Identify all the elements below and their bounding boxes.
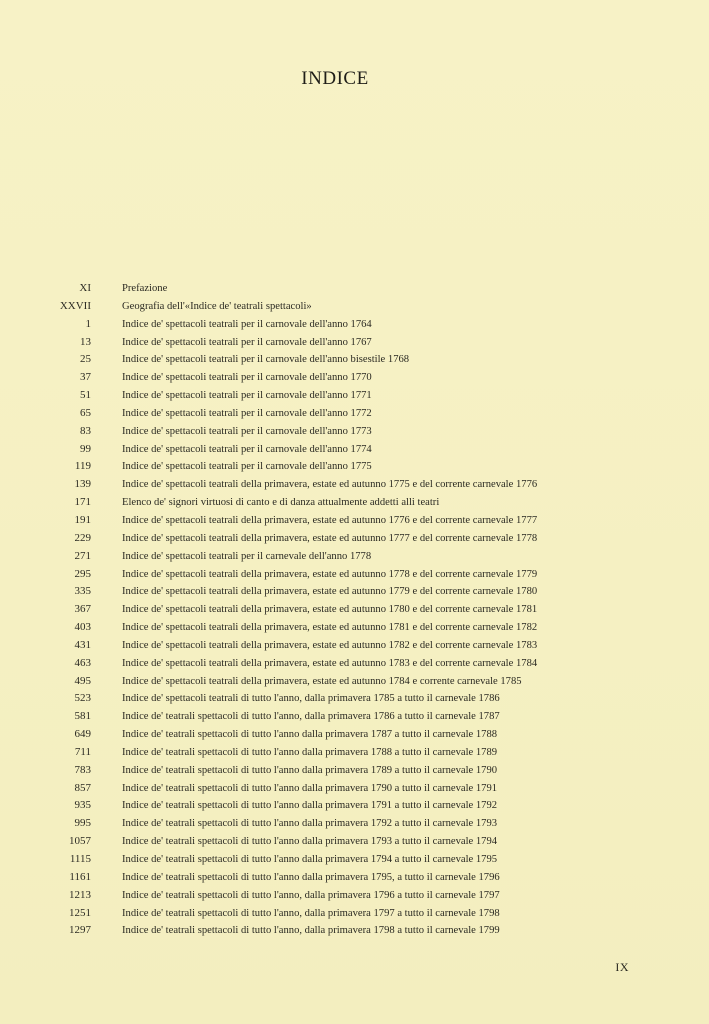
- toc-entry: [0, 887, 709, 905]
- toc-entry-page: 649: [74, 728, 91, 741]
- toc-entry-page: 271: [74, 549, 91, 562]
- table-of-contents: [0, 280, 709, 940]
- toc-entry-page: 83: [80, 424, 91, 437]
- toc-entry-page: 431: [74, 638, 91, 651]
- toc-entry-title: Indice de' teatrali spettacoli di tutto l'anno dalla primavera 1787 a tutto il carnevale 1788: [122, 729, 498, 741]
- toc-entry-page: 99: [80, 442, 91, 455]
- toc-entry: [0, 797, 709, 815]
- toc-entry-title: Indice de' teatrali spettacoli di tutto l'anno dalla primavera 1792 a tutto il carnevale 1793: [122, 818, 498, 830]
- toc-entry: [0, 655, 709, 673]
- toc-entry: [0, 922, 709, 940]
- toc-entry-title: Indice de' spettacoli teatrali per il carnovale dell'anno 1771: [122, 390, 372, 402]
- toc-entry-page: XI: [79, 282, 91, 294]
- toc-entry: [0, 619, 709, 637]
- toc-entry-page: 13: [80, 335, 91, 348]
- toc-entry: [0, 601, 709, 619]
- toc-entry-page: 367: [74, 603, 91, 616]
- toc-entry: [0, 530, 709, 548]
- toc-entry-title: Indice de' spettacoli teatrali per il carnovale dell'anno bisestile 1768: [122, 354, 410, 366]
- toc-entry: [0, 280, 709, 298]
- toc-entry-page: 1251: [69, 906, 91, 919]
- toc-entry: [0, 690, 709, 708]
- toc-entry-title: Indice de' teatrali spettacoli di tutto l'anno dalla primavera 1793 a tutto il carnevale 1794: [122, 836, 498, 848]
- toc-entry-page: 581: [74, 710, 91, 723]
- toc-entry-title: Indice de' spettacoli teatrali della primavera, estate ed autunno 1784 e corrente carnevale 1785: [122, 675, 522, 687]
- toc-entry: [0, 387, 709, 405]
- toc-entry: [0, 476, 709, 494]
- toc-entry-title: Indice de' teatrali spettacoli di tutto l'anno, dalla primavera 1796 a tutto il carnevale 1797: [122, 889, 500, 901]
- toc-entry-title: Indice de' teatrali spettacoli di tutto l'anno dalla primavera 1791 a tutto il carnevale 1792: [122, 800, 498, 812]
- toc-entry: [0, 780, 709, 798]
- toc-entry-title: Indice de' spettacoli teatrali della primavera, estate ed autunno 1775 e del corrente carnevale 1776: [122, 479, 538, 491]
- toc-entry-page: 1297: [69, 924, 91, 937]
- toc-entry-title: Geografia dell'«Indice de' teatrali spettacoli»: [122, 300, 312, 312]
- toc-entry-title: Indice de' spettacoli teatrali per il carnevale dell'anno 1778: [122, 550, 372, 562]
- toc-entry-page: 711: [74, 745, 91, 758]
- toc-entry-title: Indice de' spettacoli teatrali della primavera, estate ed autunno 1776 e del corrente carnevale 1777: [122, 514, 538, 526]
- toc-entry-page: 171: [74, 496, 91, 509]
- toc-entry-page: 1115: [69, 853, 91, 865]
- toc-entry: [0, 851, 709, 869]
- toc-entry-page: 1: [85, 317, 91, 330]
- toc-entry-title: Indice de' spettacoli teatrali per il carnovale dell'anno 1764: [122, 318, 372, 330]
- toc-entry-title: Indice de' teatrali spettacoli di tutto l'anno, dalla primavera 1798 a tutto il carnevale 1799: [122, 925, 500, 937]
- toc-entry-title: Indice de' spettacoli teatrali per il carnovale dell'anno 1773: [122, 425, 372, 437]
- toc-entry-title: Indice de' spettacoli teatrali per il carnovale dell'anno 1770: [122, 372, 372, 384]
- toc-entry-title: Indice de' spettacoli teatrali della primavera, estate ed autunno 1779 e del corrente carnevale 1780: [122, 586, 538, 598]
- toc-entry: [0, 762, 709, 780]
- toc-entry-title: Indice de' spettacoli teatrali per il carnovale dell'anno 1767: [122, 336, 372, 348]
- toc-entry-title: Indice de' spettacoli teatrali per il carnovale dell'anno 1775: [122, 461, 372, 473]
- toc-entry-page: 935: [74, 799, 91, 812]
- toc-entry: [0, 512, 709, 530]
- toc-entry-title: Indice de' teatrali spettacoli di tutto l'anno dalla primavera 1790 a tutto il carnevale 1791: [122, 782, 498, 794]
- toc-entry-page: 191: [74, 513, 91, 526]
- toc-entry: [0, 298, 709, 316]
- toc-entry-page: 857: [74, 781, 91, 794]
- toc-entry-page: XXVII: [59, 299, 91, 312]
- toc-entry-title: Indice de' teatrali spettacoli di tutto l'anno dalla primavera 1789 a tutto il carnevale 1790: [122, 764, 498, 776]
- toc-entry-title: Indice de' spettacoli teatrali di tutto l'anno, dalla primavera 1785 a tutto il carnevale 1786: [122, 693, 500, 705]
- toc-entry-page: 403: [74, 621, 91, 634]
- toc-entry: [0, 905, 709, 923]
- toc-entry-page: 495: [74, 674, 91, 687]
- page-title: INDICE: [301, 68, 369, 89]
- toc-entry: [0, 708, 709, 726]
- toc-entry-title: Elenco de' signori virtuosi di canto e di danza attualmente addetti alli teatri: [122, 497, 440, 509]
- toc-entry-title: Indice de' spettacoli teatrali per il carnovale dell'anno 1772: [122, 407, 372, 419]
- toc-entry: [0, 583, 709, 601]
- toc-entry: [0, 494, 709, 512]
- toc-entry-page: 51: [80, 389, 91, 402]
- toc-entry-title: Indice de' teatrali spettacoli di tutto l'anno dalla primavera 1788 a tutto il carnevale 1789: [122, 746, 498, 758]
- toc-entry-page: 335: [74, 585, 91, 598]
- toc-entry-page: 523: [74, 692, 91, 705]
- toc-entry-title: Indice de' spettacoli teatrali della primavera, estate ed autunno 1777 e del corrente carnevale 1778: [122, 532, 538, 544]
- toc-entry: [0, 637, 709, 655]
- toc-entry-title: Indice de' spettacoli teatrali della primavera, estate ed autunno 1781 e del corrente carnevale 1782: [122, 622, 538, 634]
- toc-entry-title: Indice de' teatrali spettacoli di tutto l'anno, dalla primavera 1786 a tutto il carnevale 1787: [122, 711, 500, 723]
- toc-entry-page: 139: [74, 478, 91, 491]
- toc-entry-page: 25: [80, 353, 91, 366]
- toc-entry-page: 229: [74, 531, 91, 544]
- toc-entry: [0, 673, 709, 691]
- toc-entry: [0, 744, 709, 762]
- toc-entry: [0, 334, 709, 352]
- toc-entry: [0, 351, 709, 369]
- toc-entry: [0, 833, 709, 851]
- toc-entry: [0, 316, 709, 334]
- toc-entry: [0, 405, 709, 423]
- toc-entry-page: 1057: [69, 835, 91, 848]
- toc-entry: [0, 441, 709, 459]
- toc-entry: [0, 548, 709, 566]
- toc-entry-title: Indice de' spettacoli teatrali della primavera, estate ed autunno 1780 e del corrente carnevale 1781: [122, 604, 538, 616]
- toc-entry: [0, 369, 709, 387]
- toc-entry-title: Indice de' teatrali spettacoli di tutto l'anno, dalla primavera 1797 a tutto il carnevale 1798: [122, 907, 500, 919]
- toc-entry: [0, 726, 709, 744]
- toc-entry-title: Indice de' teatrali spettacoli di tutto l'anno dalla primavera 1794 a tutto il carnevale 1795: [122, 854, 498, 865]
- toc-entry: [0, 815, 709, 833]
- toc-entry: [0, 869, 709, 887]
- toc-entry-page: 783: [74, 763, 91, 776]
- toc-entry-title: Prefazione: [122, 283, 168, 294]
- toc-entry: [0, 458, 709, 476]
- page-number: IX: [615, 960, 629, 974]
- toc-entry-page: 995: [74, 817, 91, 830]
- toc-entry-title: Indice de' spettacoli teatrali della primavera, estate ed autunno 1782 e del corrente carnevale 1783: [122, 639, 538, 651]
- toc-entry: [0, 423, 709, 441]
- toc-entry-title: Indice de' spettacoli teatrali per il carnovale dell'anno 1774: [122, 443, 372, 455]
- toc-entry: [0, 566, 709, 584]
- toc-entry-title: Indice de' spettacoli teatrali della primavera, estate ed autunno 1783 e del corrente carnevale 1784: [122, 657, 538, 669]
- toc-entry-page: 295: [74, 567, 91, 580]
- toc-entry-page: 1213: [69, 888, 91, 901]
- toc-entry-page: 119: [74, 460, 91, 473]
- toc-entry-page: 463: [74, 656, 91, 669]
- toc-entry-page: 65: [80, 406, 91, 419]
- toc-entry-title: Indice de' teatrali spettacoli di tutto l'anno dalla primavera 1795, a tutto il carnevale 1796: [122, 871, 500, 883]
- toc-entry-title: Indice de' spettacoli teatrali della primavera, estate ed autunno 1778 e del corrente carnevale 1779: [122, 568, 538, 580]
- toc-entry-page: 1161: [69, 870, 91, 883]
- toc-entry-page: 37: [80, 371, 91, 384]
